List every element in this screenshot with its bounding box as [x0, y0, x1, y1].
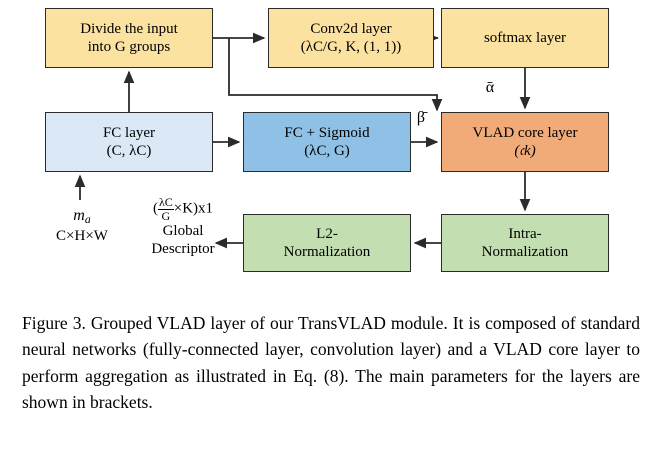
box-fc-layer	[45, 112, 213, 172]
label-global-line2: Descriptor	[151, 241, 215, 258]
label-global-open: (	[152, 200, 158, 217]
box-fc-sigmoid	[243, 112, 411, 172]
label-input-feature	[36, 206, 128, 245]
box-softmax-line1: softmax layer	[483, 29, 567, 46]
box-intra-line2: Normalization	[481, 244, 569, 260]
caption-text: Grouped VLAD layer of our TransVLAD module. It is composed of standard neural networks (fully-connected layer, convolution layer) and a VLAD core layer to perform aggregation as illustrated in Eq. (8). The main parameters for the layers are shown in brackets.	[22, 313, 640, 412]
label-alpha: ᾱ	[485, 79, 495, 96]
box-vlad-core-layer	[441, 112, 609, 172]
box-softmax-layer	[441, 8, 609, 68]
label-global-line1: Global	[162, 223, 204, 240]
label-beta: β̄	[416, 109, 426, 126]
label-global-descriptor	[122, 196, 244, 258]
box-vlad-line1: VLAD core layer	[472, 124, 578, 141]
label-global-rest: ×K)x1	[173, 200, 214, 217]
box-l2-line2: Normalization	[283, 244, 371, 260]
box-fcsig-line2: (λC, G)	[304, 143, 350, 159]
box-conv2d-line1: Conv2d layer	[310, 20, 392, 37]
label-global-numerator: λC	[158, 195, 173, 209]
label-input-dims: C×H×W	[56, 227, 108, 244]
box-intra-normalization	[441, 214, 609, 272]
box-divide-input	[45, 8, 213, 68]
box-l2-line1: L2-	[316, 225, 338, 242]
box-intra-line1: Intra-	[508, 225, 542, 242]
box-fcsig-line1: FC + Sigmoid	[284, 124, 370, 141]
box-l2-normalization	[243, 214, 411, 272]
label-input-subscript: a	[84, 212, 91, 226]
box-divide-line1: Divide the input	[80, 20, 178, 37]
label-global-denominator: G	[161, 208, 171, 223]
box-fc-line2: (C, λC)	[106, 143, 152, 159]
label-global-fraction	[158, 196, 174, 222]
box-fc-line1: FC layer	[102, 124, 156, 141]
box-vlad-line2: (𝔠k)	[514, 143, 536, 159]
figure-caption	[22, 310, 640, 415]
box-conv2d-layer	[268, 8, 434, 68]
box-conv2d-line2: (λC/G, K, (1, 1))	[300, 39, 402, 55]
box-divide-line2: into G groups	[87, 39, 171, 55]
caption-number: Figure 3.	[22, 313, 86, 333]
label-input-symbol: m	[73, 207, 85, 224]
